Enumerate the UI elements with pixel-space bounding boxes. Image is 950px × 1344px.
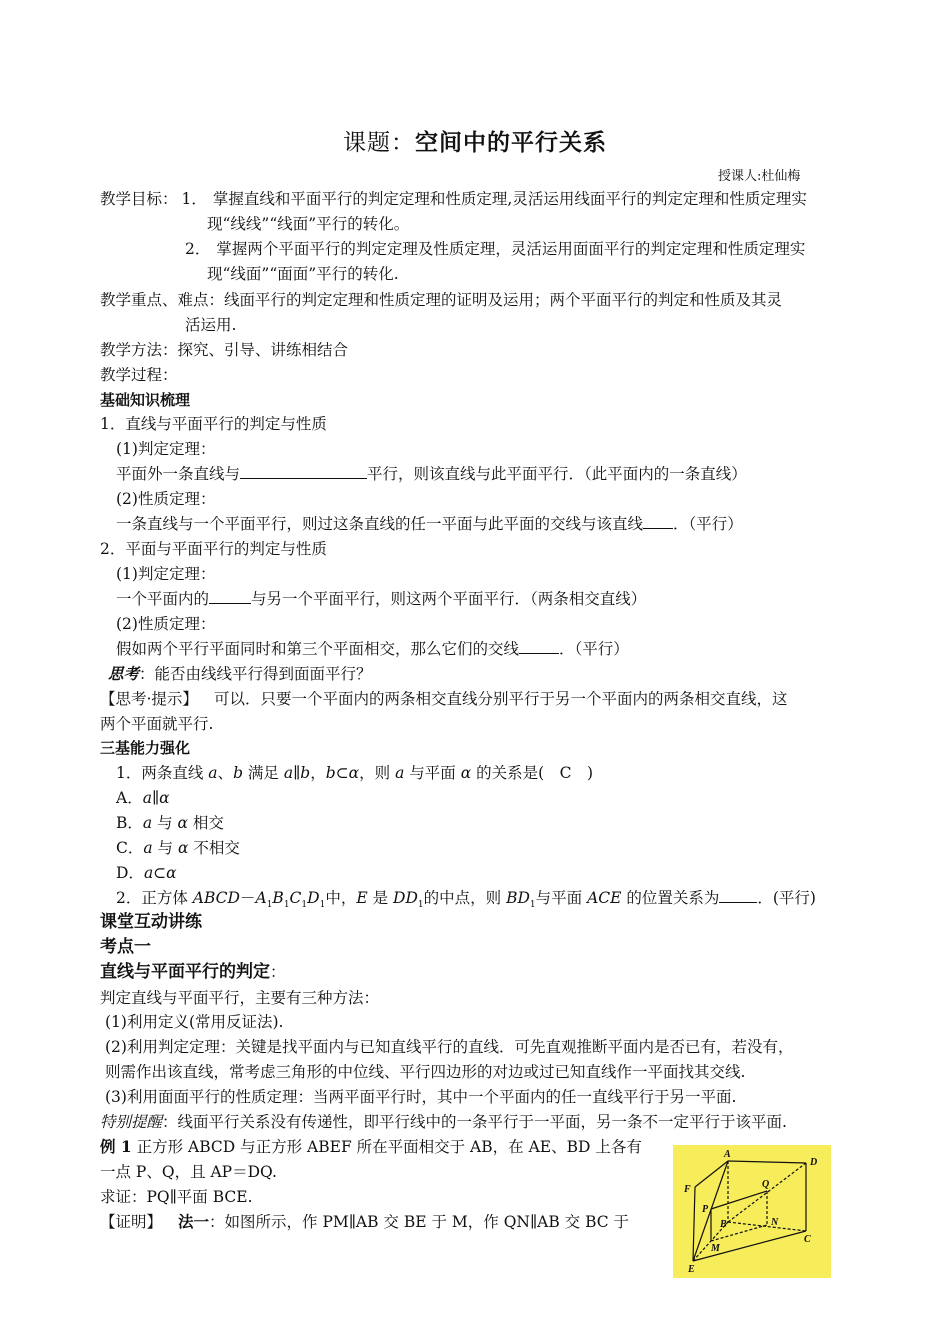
q1-option-c-a: a bbox=[143, 839, 153, 857]
basic-knowledge-heading: 基础知识梳理 bbox=[100, 391, 191, 409]
q1-t3: 满足 bbox=[243, 764, 284, 782]
key-points-line-1: 教学重点、难点：线面平行的判定定理和性质定理的证明及运用；两个平面平行的判定和性质及其灵 bbox=[100, 291, 783, 309]
q2-sub-dd: 1 bbox=[417, 900, 424, 911]
goal-2-continued: 现“线面”“面面”平行的转化. bbox=[207, 265, 399, 283]
q2-t4: 是 bbox=[367, 889, 394, 907]
think-hint-line-1 bbox=[100, 689, 787, 709]
think-hint-label: 【思考·提示】 bbox=[100, 690, 198, 708]
title-main: 空间中的平行关系 bbox=[415, 130, 607, 156]
q1-a3: a bbox=[395, 764, 405, 782]
q1-b1: b bbox=[233, 764, 243, 782]
q1-alpha1: α bbox=[348, 764, 360, 782]
segment-pq bbox=[711, 1191, 767, 1209]
think-label: 思考 bbox=[108, 664, 140, 683]
q1-option-a-text: a∥α bbox=[142, 789, 170, 807]
q1-b3: b bbox=[325, 764, 336, 782]
s1-judge-label: (1)判定定理： bbox=[116, 440, 216, 458]
q1-stem bbox=[116, 763, 593, 783]
label-f: F bbox=[684, 1184, 691, 1195]
q1-option-d-text: a⊂α bbox=[143, 864, 177, 882]
q2-t2: － bbox=[239, 889, 256, 907]
q1-option-c-mid: 与 bbox=[152, 839, 178, 857]
s1-judge-text-b: 平行，则该直线与此平面平行．（此平面内的一条直线） bbox=[367, 465, 747, 483]
label-d: D bbox=[810, 1157, 818, 1168]
q1-a2: a bbox=[283, 764, 294, 782]
q2-dd: DD bbox=[393, 889, 418, 907]
label-b: B bbox=[720, 1219, 727, 1230]
goals-line-2 bbox=[185, 239, 805, 259]
label-p: P bbox=[702, 1204, 709, 1215]
special-reminder bbox=[100, 1112, 787, 1132]
geometry-diagram bbox=[673, 1145, 831, 1278]
example-1-line-2: 一点 P、Q，且 AP＝DQ. bbox=[100, 1163, 277, 1181]
s1-judge-text-a: 平面外一条直线与 bbox=[116, 465, 241, 483]
q2-a: A bbox=[255, 889, 267, 907]
q2-abcd: ABCD bbox=[192, 889, 240, 907]
geometry-figure bbox=[673, 1145, 831, 1278]
q2-t8: ．(平行) bbox=[757, 889, 816, 907]
s1-prop-text-a: 一条直线与一个平面平行，则过这条直线的任一平面与此平面的交线与该直线 bbox=[116, 515, 644, 533]
label-a: A bbox=[724, 1149, 731, 1160]
s2-prop-line bbox=[116, 639, 629, 659]
s2-judge-blank bbox=[209, 589, 251, 604]
example-1-prove: 求证：PQ∥平面 BCE. bbox=[100, 1188, 253, 1206]
figure-labels bbox=[683, 1149, 817, 1275]
q1-a1: a bbox=[208, 764, 218, 782]
q2-sub-bd: 1 bbox=[529, 900, 536, 911]
q2-t7: 的位置关系为 bbox=[621, 889, 720, 907]
goals-label: 教学目标： bbox=[100, 190, 178, 208]
example-1-line-1 bbox=[100, 1137, 642, 1157]
method-3: (3)利用面面平行的性质定理：当两平面平行时，其中一个平面内的任一直线平行于另一平面. bbox=[105, 1088, 737, 1106]
q1-t8: 与平面 bbox=[404, 764, 461, 782]
q1-t7: ，则 bbox=[359, 764, 396, 782]
example-1-proof bbox=[100, 1212, 629, 1232]
s1-judge-blank bbox=[240, 464, 367, 479]
sanji-heading: 三基能力强化 bbox=[100, 739, 191, 757]
proof-text: ：如图所示，作 PM∥AB 交 BE 于 M，作 QN∥AB 交 BC 于 bbox=[209, 1213, 630, 1231]
label-m: M bbox=[711, 1243, 720, 1254]
goal-1-number: 1． bbox=[181, 190, 207, 208]
q2-ace: ACE bbox=[587, 889, 622, 907]
q1-t9: 的关系是( C ) bbox=[471, 764, 594, 782]
classroom-heading: 课堂互动讲练 bbox=[100, 912, 202, 932]
q1-t1: 1．两条直线 bbox=[116, 764, 209, 782]
method-2-line-2: 则需作出该直线，常考虑三角形的中位线、平行四边形的对边或过已知直线作一平面找其交线. bbox=[105, 1063, 746, 1081]
q2-sub-c: 1 bbox=[301, 900, 308, 911]
reminder-text: ：线面平行关系没有传递性，即平行线中的一条平行于一平面，另一条不一定平行于该平面. bbox=[162, 1113, 787, 1131]
edge-fe bbox=[693, 1187, 695, 1261]
think-hint-text: 可以．只要一个平面内的两条相交直线分别平行于另一个平面内的两条相交直线，这 bbox=[213, 690, 788, 708]
think-question bbox=[108, 664, 372, 684]
q2-sub-a: 1 bbox=[266, 900, 273, 911]
q1-t6: ⊂ bbox=[335, 764, 349, 782]
q2-b: B bbox=[272, 889, 284, 907]
q1-option-c-end: 不相交 bbox=[188, 839, 240, 857]
label-q: Q bbox=[762, 1179, 770, 1190]
example-1-text: 正方形 ABCD 与正方形 ABEF 所在平面相交于 AB，在 AE、BD 上各有 bbox=[131, 1138, 642, 1156]
teaching-method: 教学方法：探究、引导、讲练相结合 bbox=[100, 341, 349, 359]
s1-prop-line bbox=[116, 514, 743, 534]
q1-t5: ， bbox=[310, 764, 326, 782]
s2-judge-text-a: 一个平面内的 bbox=[116, 590, 210, 608]
q2-bd: BD bbox=[506, 889, 530, 907]
q1-t4: ∥ bbox=[293, 764, 301, 782]
s2-prop-text-b: ．（平行） bbox=[559, 640, 629, 658]
edge-ad bbox=[728, 1161, 806, 1163]
edge-ec bbox=[693, 1231, 806, 1261]
q2-t3: 中， bbox=[325, 889, 357, 907]
q1-option-a-label: A． bbox=[116, 789, 143, 807]
q1-option-b-mid: 与 bbox=[152, 814, 178, 832]
s2-judge-label: (1)判定定理： bbox=[116, 565, 216, 583]
s1-prop-text-b: ．（平行） bbox=[673, 515, 743, 533]
q2-blank bbox=[719, 888, 757, 903]
method-2-line-1: (2)利用判定定理：关键是找平面内与已知直线平行的直线．可先直观推断平面内是否已有，若没有， bbox=[105, 1038, 794, 1056]
q1-option-d-label: D． bbox=[116, 864, 144, 882]
q2-c: C bbox=[289, 889, 302, 907]
s1-prop-blank bbox=[643, 514, 673, 529]
q2-sub-b: 1 bbox=[283, 900, 290, 911]
proof-label: 【证明】 bbox=[100, 1213, 163, 1231]
kaodian-heading: 考点一 bbox=[100, 937, 151, 957]
methods-intro: 判定直线与平面平行，主要有三种方法： bbox=[100, 989, 380, 1007]
s2-prop-blank bbox=[519, 639, 559, 654]
q1-alpha2: α bbox=[460, 764, 472, 782]
s2-judge-line bbox=[116, 589, 646, 609]
think-text: ：能否由线线平行得到面面平行？ bbox=[139, 665, 372, 683]
topic-colon: ： bbox=[270, 963, 286, 981]
s1-judge-line bbox=[116, 464, 747, 484]
reminder-label: 特别提醒 bbox=[100, 1113, 163, 1131]
goal-1-continued: 现“线线”“线面”平行的转化。 bbox=[207, 215, 410, 233]
key-points-line-2: 活运用. bbox=[185, 316, 237, 334]
method-1: (1)利用定义(常用反证法). bbox=[105, 1013, 284, 1031]
q1-b2: b bbox=[300, 764, 311, 782]
s1-title: 1．直线与平面平行的判定与性质 bbox=[100, 415, 327, 433]
s2-prop-text-a: 假如两个平行平面同时和第三个平面相交，那么它们的交线 bbox=[116, 640, 520, 658]
q2-stem bbox=[116, 888, 816, 915]
q2-sub-d: 1 bbox=[319, 900, 326, 911]
q1-option-a bbox=[116, 788, 170, 808]
s2-prop-label: (2)性质定理： bbox=[116, 615, 216, 633]
q1-option-c-alpha: α bbox=[177, 839, 189, 857]
goal-1-text: 掌握直线和平面平行的判定定理和性质定理,灵活运用线面平行的判定定理和性质定理实 bbox=[212, 190, 807, 208]
s1-prop-label: (2)性质定理： bbox=[116, 490, 216, 508]
q1-option-d bbox=[116, 863, 177, 883]
goal-2-number: 2． bbox=[185, 240, 211, 258]
q1-option-b-end: 相交 bbox=[187, 814, 224, 832]
q1-option-b-alpha: α bbox=[177, 814, 188, 832]
think-hint-line-2: 两个平面就平行. bbox=[100, 715, 214, 733]
s2-judge-text-b: 与另一个平面平行，则这两个平面平行．（两条相交直线） bbox=[251, 590, 647, 608]
title-prefix: 课题： bbox=[343, 130, 415, 156]
q2-d: D bbox=[307, 889, 320, 907]
goal-2-text: 掌握两个平面平行的判定定理及性质定理，灵活运用面面平行的判定定理和性质定理实 bbox=[216, 240, 806, 258]
label-c: C bbox=[804, 1234, 811, 1245]
label-n: N bbox=[771, 1217, 779, 1228]
topic-heading bbox=[100, 962, 286, 982]
label-e: E bbox=[688, 1264, 695, 1275]
topic-heading-text: 直线与平面平行的判定 bbox=[100, 962, 270, 982]
example-1-label: 例 1 bbox=[100, 1137, 132, 1156]
teaching-process: 教学过程： bbox=[100, 366, 178, 384]
q1-option-c-label: C． bbox=[116, 839, 144, 857]
q1-option-b-a: a bbox=[142, 814, 153, 832]
q2-e: E bbox=[356, 889, 368, 907]
q1-option-b bbox=[116, 813, 224, 833]
q2-t6: 与平面 bbox=[535, 889, 588, 907]
q2-t1: 2．正方体 bbox=[116, 889, 193, 907]
q1-option-c bbox=[116, 838, 240, 858]
s2-title: 2．平面与平面平行的判定与性质 bbox=[100, 540, 327, 558]
q1-t2: 、 bbox=[217, 764, 234, 782]
proof-method-label: 法一 bbox=[178, 1212, 210, 1231]
q2-t5: 的中点，则 bbox=[423, 889, 507, 907]
goals-line-1 bbox=[100, 189, 807, 209]
q1-option-b-label: B． bbox=[116, 814, 143, 832]
page-title bbox=[0, 124, 950, 157]
author-line: 授课人:杜仙梅 bbox=[718, 169, 801, 184]
